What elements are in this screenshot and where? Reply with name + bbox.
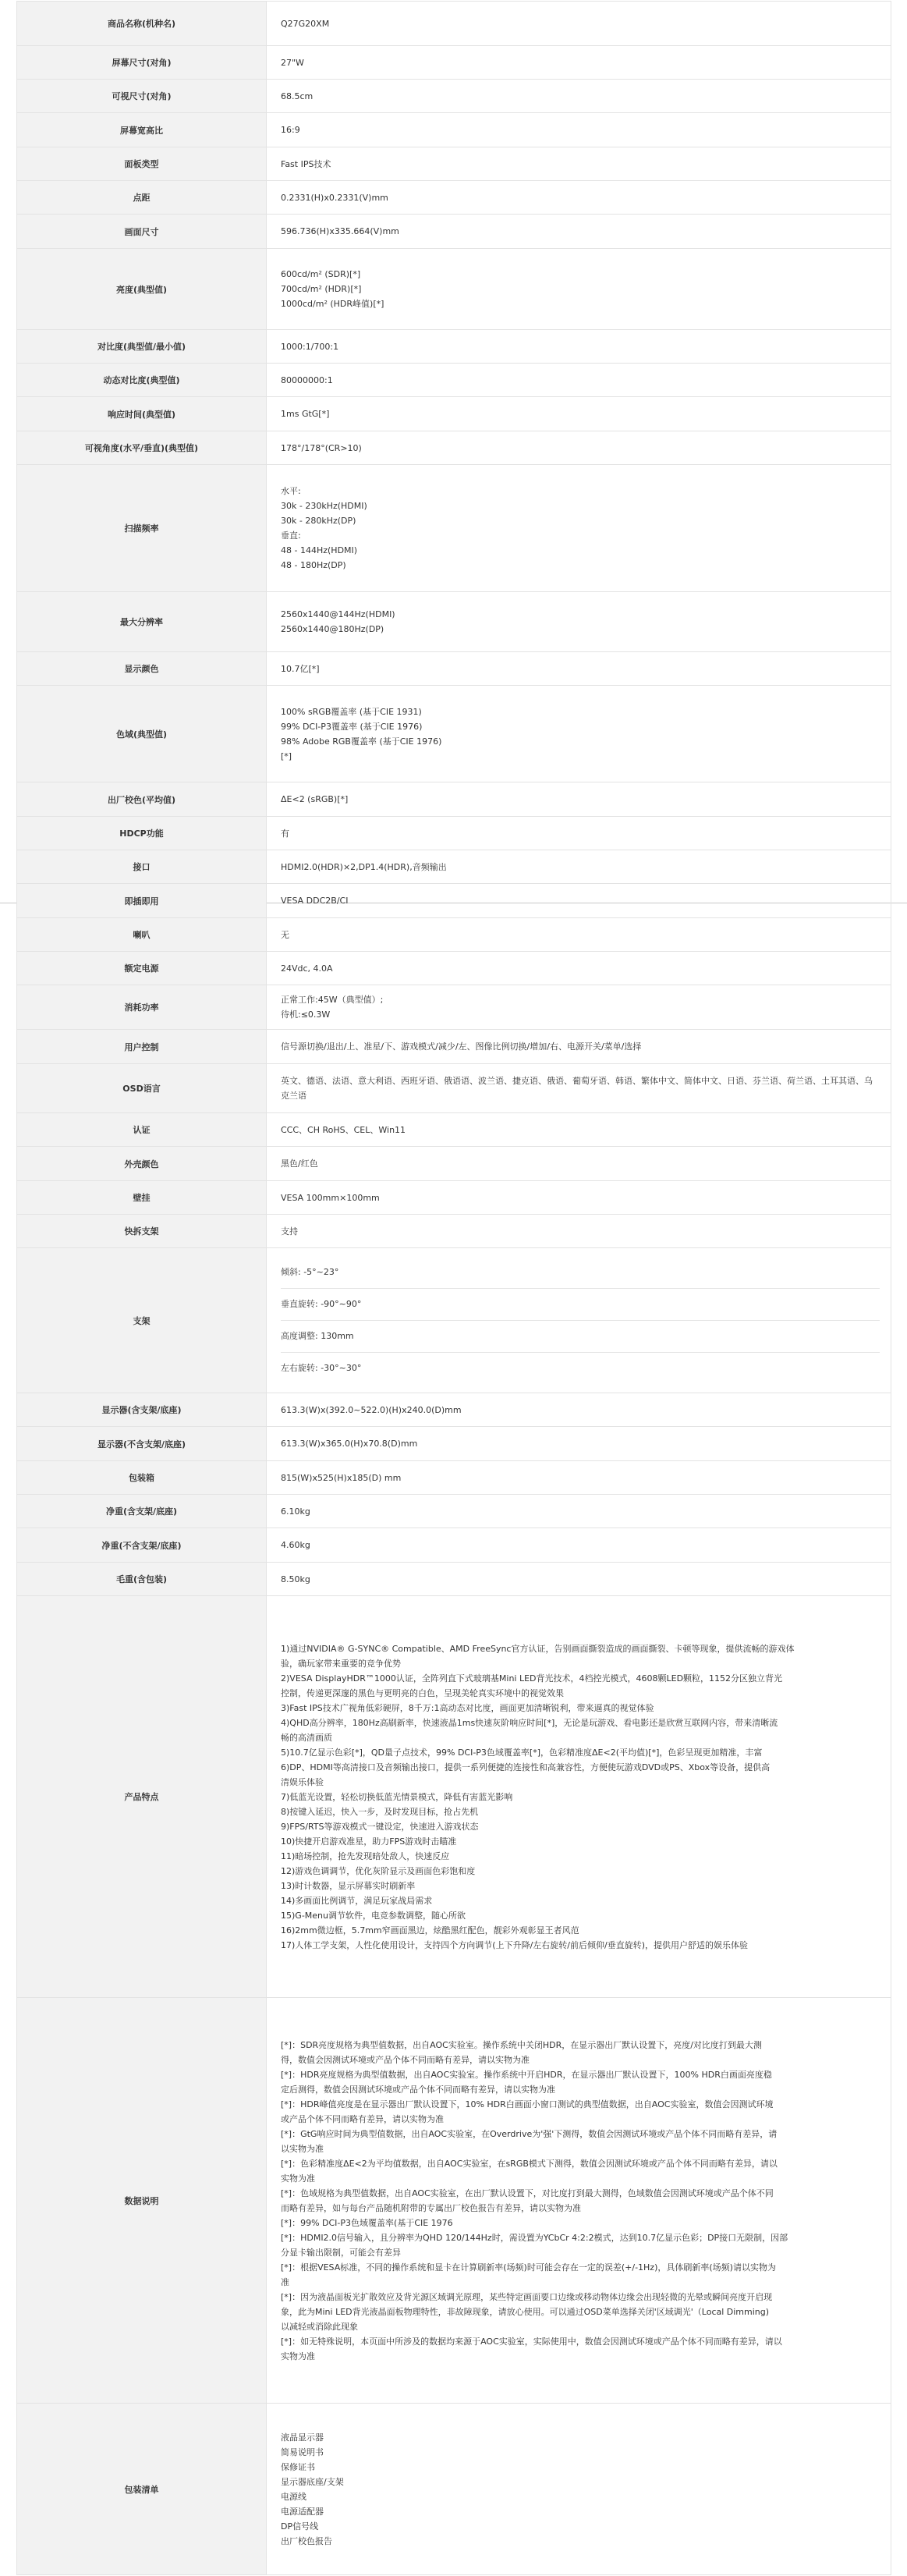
spec-label: 数据说明 [17, 1998, 267, 2404]
spec-value-line: 或产品个体不同而略有差异，请以实物为准 [281, 2113, 444, 2124]
spec-value-line: [*]：色彩精准度ΔE<2为平均值数据，出自AOC实验室，在sRGB模式下测得，数值会因测试环境或产品个体不同而略有差异，请以 [281, 2158, 778, 2169]
spec-row [17, 952, 891, 985]
spec-value-line: 48 - 144Hz(HDMI) [281, 545, 358, 555]
spec-value-line: 信号源切换/退出/上、准星/下、游戏模式/减少/左、图像比例切换/增加/右、电源开关/菜单/选择 [281, 1041, 642, 1052]
spec-value-line: 水平: [281, 486, 301, 496]
spec-label: 屏幕宽高比 [17, 113, 267, 147]
spec-label: 扫描频率 [17, 465, 267, 592]
spec-label: 用户控制 [17, 1030, 267, 1064]
spec-value-line: 10)快捷开启游戏准星，助力FPS游戏时击瞄准 [281, 1836, 457, 1847]
spec-row [17, 181, 891, 215]
spec-value-line: 2)VESA DisplayHDR™1000认证，全阵列直下式玻璃基Mini LED背光技术，4档控光模式，4608颗LED颗粒，1152分区独立背光 [281, 1673, 783, 1684]
spec-value [267, 1596, 891, 1998]
spec-value-line: [*]：根据VESA标准，不同的操作系统和显卡在计算刷新率(场频)时可能会存在一定的误差(+/-1Hz)，具体刷新率(场频)请以实物为 [281, 2262, 776, 2273]
spec-value-line: 613.3(W)x(392.0~522.0)(H)x240.0(D)mm [281, 1404, 462, 1415]
spec-value-line: [*]：GtG响应时间为典型值数据，出自AOC实验室，在Overdrive为'强'下测得，数值会因测试环境或产品个体不同而略有差异，请 [281, 2128, 778, 2139]
spec-label: HDCP功能 [17, 817, 267, 850]
spec-label: 毛重(含包装) [17, 1563, 267, 1596]
spec-value-line: 3)Fast IPS技术广视角低彩硬屏，8千万:1高动态对比度，画面更加清晰锐利，带来逼真的视觉体验 [281, 1702, 654, 1713]
spec-value-line: 98% Adobe RGB覆盖率 (基于CIE 1976) [281, 736, 442, 747]
spec-value [267, 2, 891, 46]
spec-value-line: 10.7亿[*] [281, 663, 320, 674]
spec-value [267, 2404, 891, 2575]
spec-value-line: 15)G-Menu调节软件，电竞参数调整，随心所欲 [281, 1910, 466, 1921]
spec-value [267, 1563, 891, 1596]
spec-value-line: VESA DDC2B/CI [281, 896, 349, 906]
spec-value-line: 验，确玩家带来重要的竞争优势 [281, 1658, 401, 1669]
spec-label: 显示颜色 [17, 652, 267, 686]
spec-row [17, 1113, 891, 1147]
spec-label: 亮度(典型值) [17, 249, 267, 330]
spec-row [17, 1596, 891, 1998]
spec-value [267, 113, 891, 147]
spec-value-line: 27"W [281, 57, 304, 68]
spec-value-line: 有 [281, 828, 289, 839]
spec-value-line: 分显卡输出限制，可能会有差异 [281, 2247, 401, 2258]
spec-row [17, 1461, 891, 1495]
spec-value-line: 以实物为准 [281, 2143, 324, 2154]
spec-value-line: 24Vdc, 4.0A [281, 963, 333, 974]
spec-label: 接口 [17, 850, 267, 884]
spec-value-line: 象，此为Mini LED背光液晶面板物理特性，非故障现象，请放心使用。可以通过OSD菜单选择关闭'区域调光'（Local Dimming) [281, 2306, 770, 2317]
spec-value [267, 1427, 891, 1461]
spec-row [17, 147, 891, 181]
spec-value [267, 884, 891, 918]
spec-value [267, 1248, 891, 1393]
spec-value-line: 13)时计数器，显示屏幕实时刷新率 [281, 1880, 416, 1891]
spec-label: 壁挂 [17, 1181, 267, 1215]
spec-value-line: 实物为准 [281, 2173, 315, 2184]
spec-value-line: [*] [281, 750, 292, 761]
spec-value [267, 1064, 891, 1113]
spec-value [267, 80, 891, 113]
spec-value-line: CCC、CH RoHS、CEL、Win11 [281, 1124, 406, 1135]
spec-value-line: 8.50kg [281, 1574, 310, 1584]
spec-value-line: 16)2mm微边框，5.7mm窄画面黑边，炫酷黑红配色，靓彩外观彰显王者风范 [281, 1925, 579, 1936]
spec-value [267, 397, 891, 431]
spec-value-line: 英文、德语、法语、意大利语、西班牙语、俄语语、波兰语、捷克语、俄语、葡萄牙语、韩语、繁体中文、简体中文、日语、芬兰语、荷兰语、土耳其语、乌克兰语 [281, 1076, 873, 1101]
spec-value-line: 而略有差异，如与每台产品随机附带的专属出厂校色报告有差异，请以实物为准 [281, 2202, 581, 2213]
spec-value-line: 30k - 230kHz(HDMI) [281, 501, 367, 511]
spec-value-line: 待机:≤0.3W [281, 1009, 331, 1020]
spec-value-line: 613.3(W)x365.0(H)x70.8(D)mm [281, 1439, 418, 1449]
spec-row [17, 397, 891, 431]
spec-value-line: 17)人体工学支架，人性化使用设计，支持四个方向调节(上下升降/左右旋转/前后倾仰/垂直旋转)，提供用户舒适的娱乐体验 [281, 1939, 748, 1950]
stand-adjustment-item: 左右旋转: -30°~30° [281, 1363, 362, 1373]
spec-value [267, 592, 891, 652]
spec-value-line: 7)低蓝光设置，轻松切换低蓝光情景模式，降低有害蓝光影响 [281, 1791, 513, 1802]
spec-row [17, 1147, 891, 1181]
spec-value-line: 5)10.7亿显示色彩[*]，QD量子点技术，99% DCI-P3色域覆盖率[*]，色彩精准度ΔE<2(平均值)[*]，色彩呈现更加精准，丰富 [281, 1747, 763, 1758]
spec-value-line: 垂直: [281, 530, 301, 541]
spec-label: 色域(典型值) [17, 686, 267, 782]
spec-value-line: 178°/178°(CR>10) [281, 442, 362, 453]
spec-value-line: 畅的高清画质 [281, 1732, 332, 1743]
spec-row [17, 652, 891, 686]
spec-value [267, 850, 891, 884]
spec-value-line: [*]：HDMI2.0信号输入，且分辨率为QHD 120/144Hz时，需设置为YCbCr 4:2:2模式，达到10.7亿显示色彩；DP接口无限制，因部 [281, 2232, 788, 2243]
spec-value [267, 147, 891, 181]
spec-value-line: 无 [281, 929, 289, 940]
spec-row [17, 1030, 891, 1064]
spec-value-line: 815(W)x525(H)x185(D) mm [281, 1472, 402, 1483]
spec-value [267, 1998, 891, 2404]
spec-row [17, 985, 891, 1030]
spec-label: 快拆支架 [17, 1215, 267, 1248]
spec-value [267, 1147, 891, 1181]
stand-adjustment-item: 垂直旋转: -90°~90° [281, 1289, 880, 1321]
spec-value [267, 1215, 891, 1248]
spec-value-line: 实物为准 [281, 2351, 315, 2361]
spec-row [17, 1393, 891, 1427]
spec-label: 认证 [17, 1113, 267, 1147]
spec-value-line: 正常工作:45W（典型值）; [281, 995, 384, 1005]
spec-row [17, 1215, 891, 1248]
spec-label: 显示器(含支架/底座) [17, 1393, 267, 1427]
spec-table-body [17, 2, 891, 2575]
spec-row [17, 592, 891, 652]
spec-value-line: 99% DCI-P3覆盖率 (基于CIE 1976) [281, 721, 423, 732]
spec-label: 面板类型 [17, 147, 267, 181]
spec-value-line: Q27G20XM [281, 18, 330, 29]
spec-row [17, 249, 891, 330]
spec-label: 净重(含支架/底座) [17, 1495, 267, 1528]
spec-label: 显示器(不含支架/底座) [17, 1427, 267, 1461]
spec-value-line: 8)按键入延迟，快入一步，及时发现目标，抢占先机 [281, 1806, 479, 1817]
spec-value [267, 686, 891, 782]
spec-label: 屏幕尺寸(对角) [17, 46, 267, 80]
spec-row [17, 1495, 891, 1528]
spec-row [17, 431, 891, 465]
spec-label: 消耗功率 [17, 985, 267, 1030]
spec-value-line: VESA 100mm×100mm [281, 1192, 380, 1203]
spec-value-line: 6)DP、HDMI等高清接口及音频输出接口，提供一系列便捷的连接性和高兼容性，方便使玩游戏DVD或PS、Xbox等设备，提供高 [281, 1762, 771, 1772]
spec-row [17, 817, 891, 850]
spec-row [17, 1064, 891, 1113]
spec-value [267, 330, 891, 364]
spec-value-line: 1000cd/m² (HDR峰值)[*] [281, 299, 384, 309]
spec-value [267, 1461, 891, 1495]
spec-value-line: 定后测得，数值会因测试环境或产品个体不同而略有差异，请以实物为准 [281, 2084, 555, 2095]
spec-value [267, 1113, 891, 1147]
spec-label: 额定电源 [17, 952, 267, 985]
spec-value-line: HDMI2.0(HDR)×2,DP1.4(HDR),音频输出 [281, 861, 447, 872]
spec-value-line: 准 [281, 2276, 289, 2287]
spec-value-line: 68.5cm [281, 90, 314, 101]
spec-label: 最大分辨率 [17, 592, 267, 652]
spec-label: 响应时间(典型值) [17, 397, 267, 431]
spec-label: 喇叭 [17, 918, 267, 952]
spec-value-line: 出厂校色报告 [281, 2535, 332, 2546]
spec-value [267, 1393, 891, 1427]
spec-value-line: 16:9 [281, 125, 300, 135]
spec-row [17, 1248, 891, 1393]
spec-value-line: 600cd/m² (SDR)[*] [281, 269, 361, 279]
spec-row [17, 2404, 891, 2575]
spec-value-line: Fast IPS技术 [281, 158, 331, 169]
spec-row [17, 113, 891, 147]
spec-value-line: 12)游戏色调调节，优化灰阶显示及画面色彩饱和度 [281, 1865, 476, 1876]
spec-value-line: [*]：色域规格为典型值数据，出自AOC实验室，在出厂默认设置下，对比度打到最大测得，色域数值会因测试环境或产品个体不同 [281, 2187, 774, 2198]
spec-value-line: DP信号线 [281, 2521, 319, 2532]
spec-value-line: [*]：因为液晶面板光扩散效应及背光源区域调光原理，某些特定画面要口边缘或移动物体边缘会出现轻微的光晕或瞬间亮度开启现 [281, 2291, 773, 2302]
spec-value [267, 1181, 891, 1215]
spec-value-line: 30k - 280kHz(DP) [281, 516, 356, 526]
spec-value [267, 952, 891, 985]
spec-value-line: ΔE<2 (sRGB)[*] [281, 794, 349, 804]
spec-row [17, 2, 891, 46]
spec-label: 净重(不含支架/底座) [17, 1528, 267, 1563]
spec-row [17, 46, 891, 80]
spec-value-line: 596.736(H)x335.664(V)mm [281, 226, 399, 236]
spec-value [267, 431, 891, 465]
spec-value-line: 1ms GtG[*] [281, 409, 330, 419]
spec-value-line: 显示器底座/支架 [281, 2476, 344, 2487]
spec-value-line: 9)FPS/RTS等游戏模式一键设定，快速进入游戏状态 [281, 1821, 479, 1832]
spec-label: 包装清单 [17, 2404, 267, 2575]
spec-value-line: 保修证书 [281, 2461, 315, 2472]
spec-label: 点距 [17, 181, 267, 215]
spec-value-line: 0.2331(H)x0.2331(V)mm [281, 192, 388, 203]
spec-value-line: 液晶显示器 [281, 2432, 324, 2443]
spec-row [17, 918, 891, 952]
spec-value-line: 700cd/m² (HDR)[*] [281, 284, 362, 294]
spec-value-line: [*]：SDR亮度规格为典型值数据，出自AOC实验室。操作系统中关闭HDR，在显示器出厂默认设置下，亮度/对比度打到最大测 [281, 2039, 762, 2050]
spec-value-line: 11)暗场控制，抢先发现暗处敌人，快速反应 [281, 1850, 450, 1861]
spec-table [16, 1, 891, 2575]
spec-value [267, 465, 891, 592]
stand-adjustment-item: 高度调整: 130mm [281, 1321, 880, 1353]
spec-label: 产品特点 [17, 1596, 267, 1998]
spec-value-line: 得，数值会因测试环境或产品个体不同而略有差异，请以实物为准 [281, 2054, 530, 2065]
spec-label: 动态对比度(典型值) [17, 364, 267, 397]
spec-value-line: 控制，传递更深邃的黑色与更明亮的白色，呈现美轮真实环境中的视觉效果 [281, 1687, 564, 1698]
spec-row [17, 364, 891, 397]
spec-value-line: 1000:1/700:1 [281, 341, 339, 352]
spec-value [267, 652, 891, 686]
spec-row [17, 850, 891, 884]
spec-row [17, 1998, 891, 2404]
spec-value-line: 清娱乐体验 [281, 1776, 324, 1787]
spec-value-line: 100% sRGB覆盖率 (基于CIE 1931) [281, 706, 422, 717]
spec-value-line: 4)QHD高分辨率，180Hz高刷新率，快速液晶1ms快速灰阶响应时间[*]，无论是玩游戏、看电影还是欣赏互联网内容，带来清晰流 [281, 1717, 778, 1728]
spec-row [17, 1427, 891, 1461]
spec-label: 外壳颜色 [17, 1147, 267, 1181]
spec-label: 支架 [17, 1248, 267, 1393]
spec-row [17, 1528, 891, 1563]
spec-label: 包装箱 [17, 1461, 267, 1495]
spec-value-line: 14)多画面比例调节，满足玩家战局需求 [281, 1895, 433, 1906]
spec-value [267, 918, 891, 952]
spec-value [267, 215, 891, 249]
spec-value-line: [*]：如无特殊说明，本页面中所涉及的数据均来源于AOC实验室，实际使用中，数值会因测试环境或产品个体不同而略有差异，请以 [281, 2336, 782, 2347]
spec-value [267, 364, 891, 397]
spec-value-line: 80000000:1 [281, 374, 333, 385]
spec-value [267, 1030, 891, 1064]
spec-value [267, 1528, 891, 1563]
spec-label: 可视角度(水平/垂直)(典型值) [17, 431, 267, 465]
spec-label: OSD语言 [17, 1064, 267, 1113]
spec-row [17, 1181, 891, 1215]
spec-value [267, 46, 891, 80]
spec-value-line: 2560x1440@144Hz(HDMI) [281, 609, 395, 619]
spec-value [267, 1495, 891, 1528]
spec-value [267, 817, 891, 850]
stand-adjustment-item: 倾斜: -5°~23° [281, 1257, 880, 1289]
spec-row [17, 465, 891, 592]
spec-value-line: 电源线 [281, 2491, 306, 2502]
spec-value-line: 黑色/红色 [281, 1158, 318, 1169]
spec-value-line: 48 - 180Hz(DP) [281, 560, 346, 570]
spec-value-line: 支持 [281, 1226, 298, 1237]
spec-row [17, 884, 891, 918]
spec-value-line: 1)通过NVIDIA® G-SYNC® Compatible、AMD FreeSync官方认证，告别画面撕裂造成的画面撕裂、卡顿等现象，提供流畅的游戏体 [281, 1643, 795, 1654]
spec-value-line: 简易说明书 [281, 2446, 324, 2457]
spec-value [267, 985, 891, 1030]
spec-value-line: [*]：HDR亮度规格为典型值数据，出自AOC实验室。操作系统中开启HDR，在显示器出厂默认设置下，100% HDR白画面亮度稳 [281, 2069, 772, 2080]
spec-label: 商品名称(机种名) [17, 2, 267, 46]
spec-value-line: 电源适配器 [281, 2506, 324, 2517]
spec-value-line: 以减轻或消除此现象 [281, 2321, 358, 2332]
spec-value [267, 249, 891, 330]
spec-label: 出厂校色(平均值) [17, 782, 267, 817]
spec-row [17, 330, 891, 364]
spec-row [17, 1563, 891, 1596]
spec-row [17, 215, 891, 249]
spec-value [267, 782, 891, 817]
spec-row [17, 686, 891, 782]
spec-row [17, 782, 891, 817]
spec-value [267, 181, 891, 215]
spec-value-line: 4.60kg [281, 1540, 310, 1550]
spec-value-line: 2560x1440@180Hz(DP) [281, 624, 384, 634]
spec-label: 即插即用 [17, 884, 267, 918]
spec-value-line: [*]：HDR峰值亮度是在显示器出厂默认设置下，10% HDR白画面小窗口测试的典型值数据，出自AOC实验室，数值会因测试环境 [281, 2099, 774, 2109]
spec-label: 对比度(典型值/最小值) [17, 330, 267, 364]
spec-row [17, 80, 891, 113]
spec-label: 可视尺寸(对角) [17, 80, 267, 113]
spec-value-line: [*]：99% DCI-P3色域覆盖率(基于CIE 1976 [281, 2217, 453, 2228]
spec-value-line: 6.10kg [281, 1506, 310, 1517]
spec-label: 画面尺寸 [17, 215, 267, 249]
